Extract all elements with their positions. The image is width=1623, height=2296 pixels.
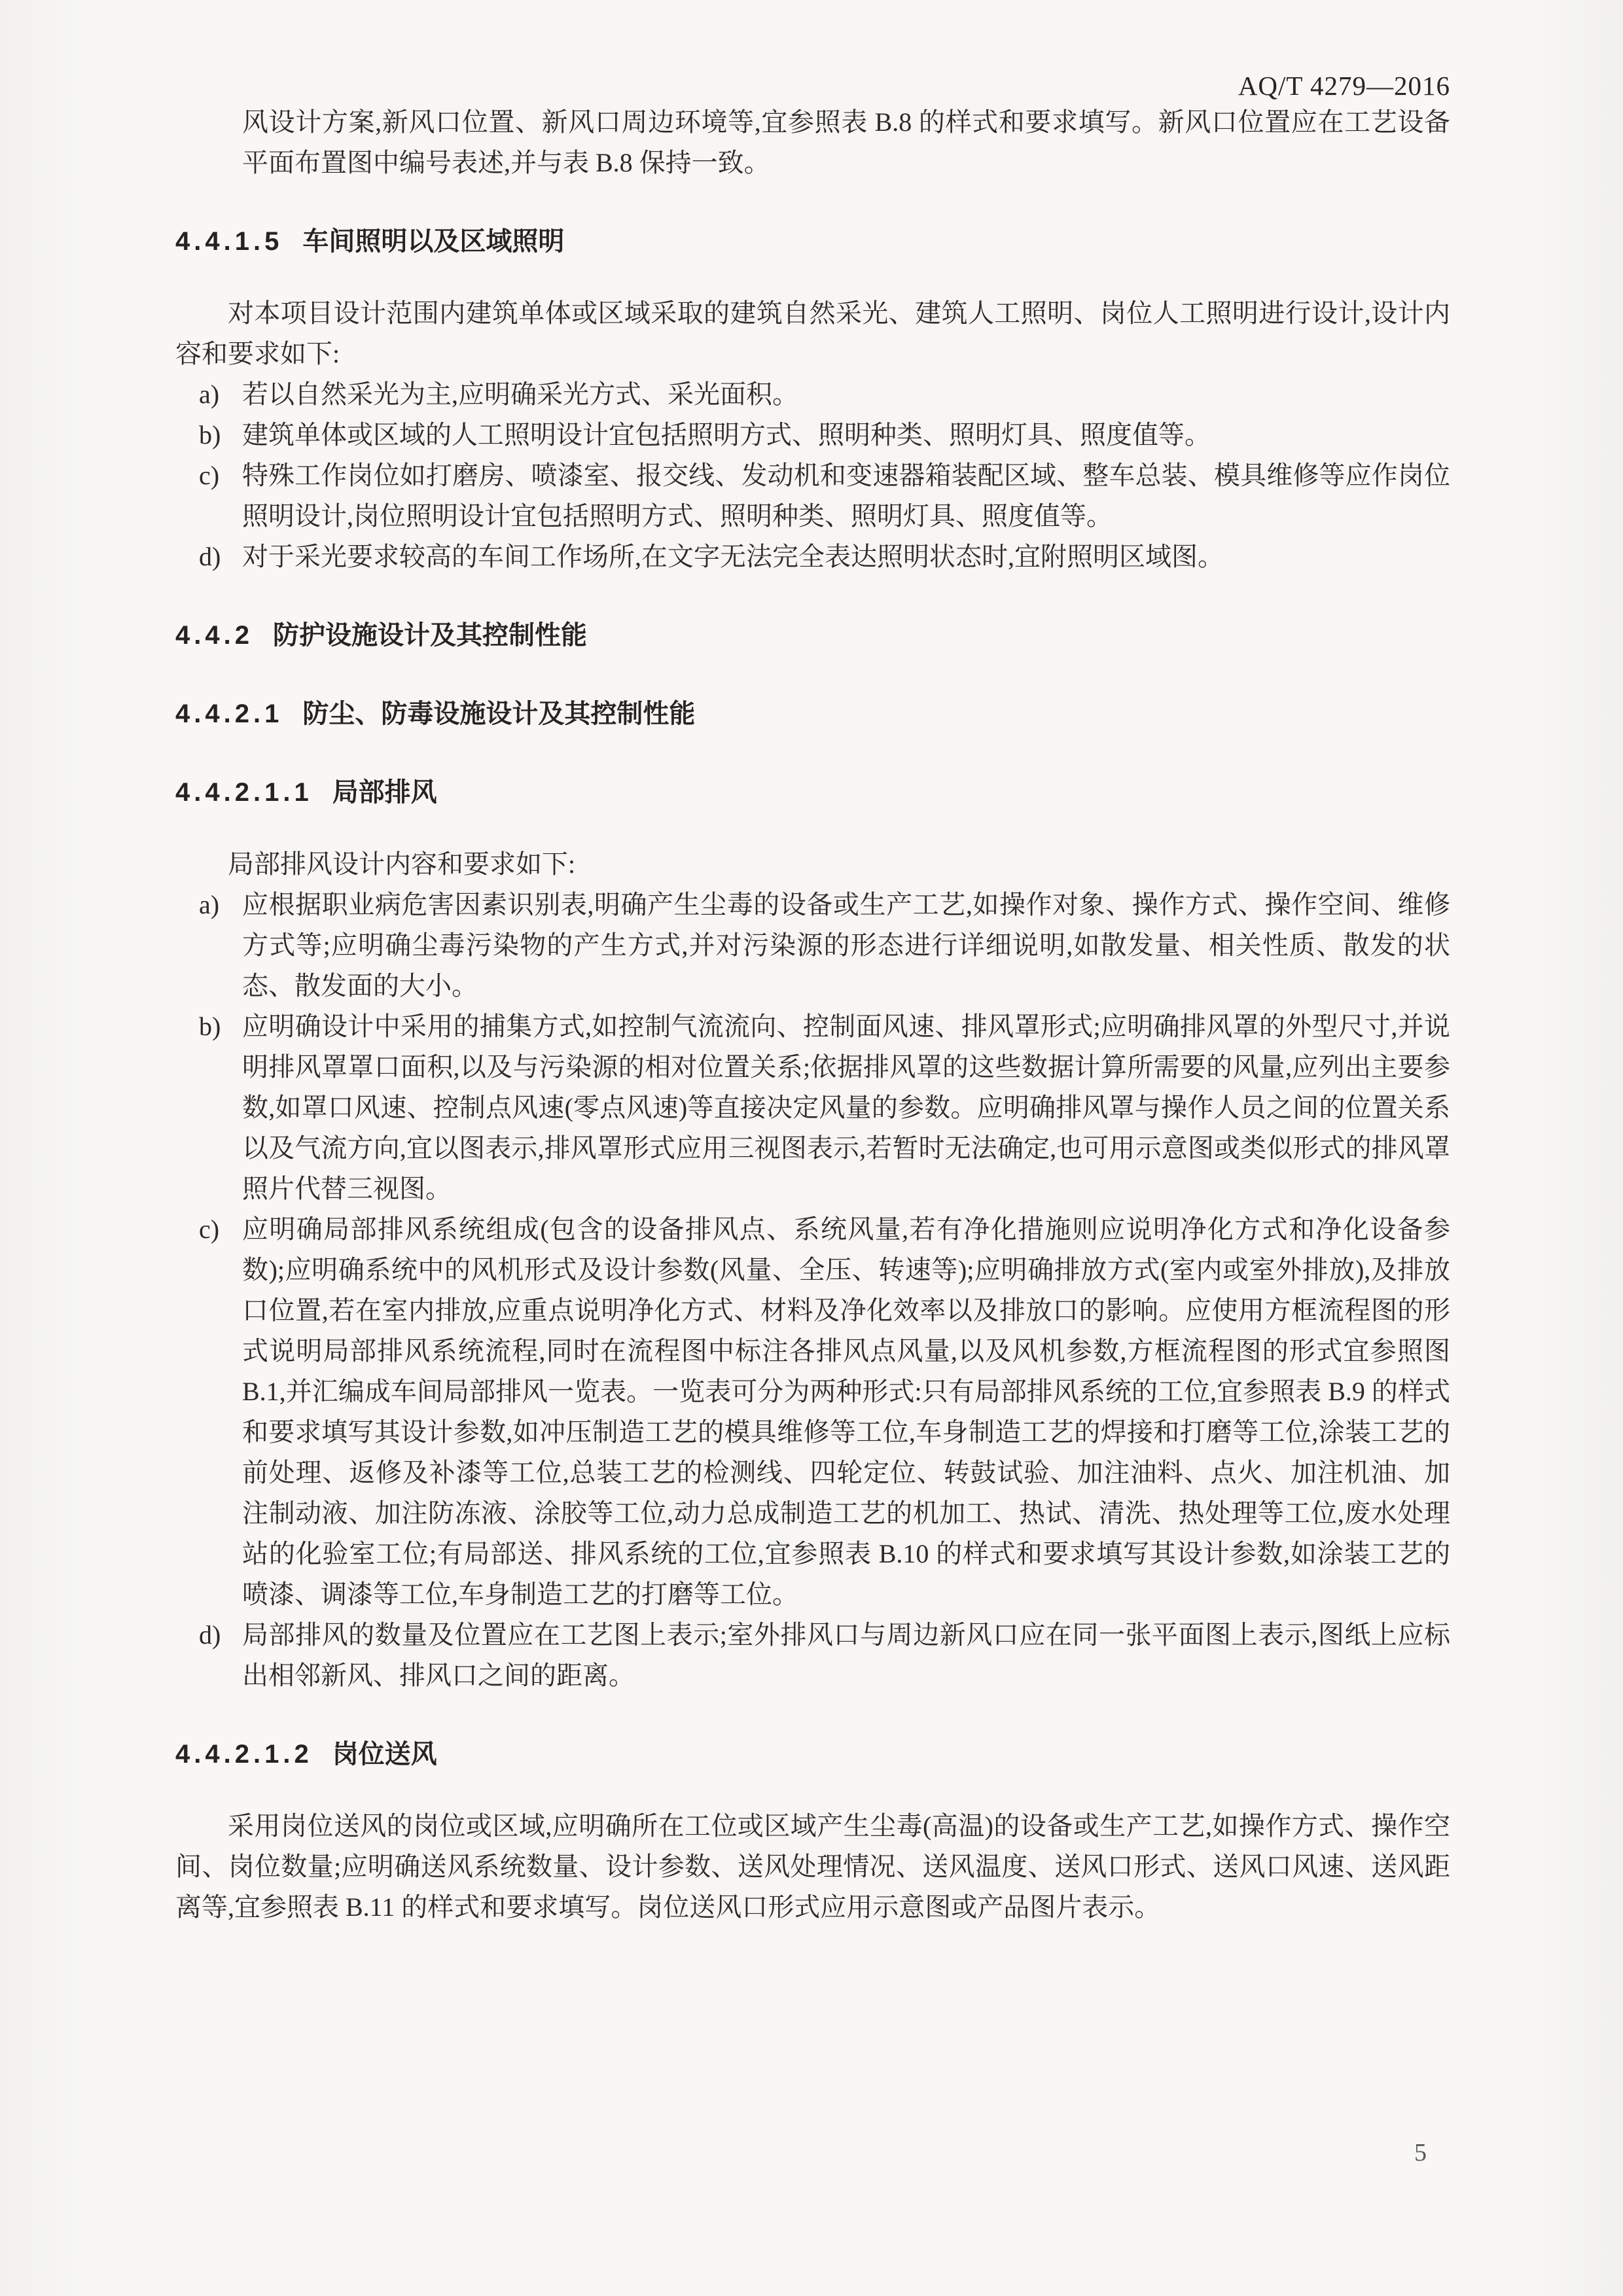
list-item-text: 对于采光要求较高的车间工作场所,在文字无法完全表达照明状态时,宜附照明区域图。 (242, 542, 1224, 571)
list-item (175, 1615, 1450, 1696)
heading-title: 局部排风 (332, 778, 437, 807)
lettered-list-exhaust (175, 885, 1450, 1696)
list-marker: c) (199, 1214, 220, 1244)
list-item-text: 局部排风的数量及位置应在工艺图上表示;室外排风口与周边新风口应在同一张平面图上表示,图纸上应标出相邻新风、排风口之间的距离。 (242, 1620, 1450, 1690)
heading-title: 车间照明以及区域照明 (302, 227, 565, 256)
heading-number: 4.4.2.1.2 (175, 1740, 313, 1769)
continuation-paragraph: 风设计方案,新风口位置、新风口周边环境等,宜参照表 B.8 的样式和要求填写。新风口位置应在工艺设备平面布置图中编号表述,并与表 B.8 保持一致。 (242, 107, 1450, 177)
list-item (175, 415, 1450, 455)
heading-number: 4.4.1.5 (175, 227, 283, 256)
section-heading-4-4-2-1 (175, 694, 1450, 734)
list-item (175, 1006, 1450, 1209)
list-marker: b) (199, 1012, 221, 1041)
heading-number: 4.4.2.1 (175, 699, 283, 728)
list-item-text: 建筑单体或区域的人工照明设计宜包括照明方式、照明种类、照明灯具、照度值等。 (242, 420, 1211, 450)
section-heading-4-4-2 (175, 615, 1450, 656)
heading-number: 4.4.2.1.1 (175, 778, 313, 807)
list-item-text: 特殊工作岗位如打磨房、喷漆室、报交线、发动机和变速器箱装配区域、整车总装、模具维修等应作岗位照明设计,岗位照明设计宜包括照明方式、照明种类、照明灯具、照度值等。 (242, 461, 1450, 531)
heading-title: 防护设施设计及其控制性能 (272, 621, 587, 650)
section-heading-4-4-1-5 (175, 221, 1450, 262)
list-marker: d) (199, 1620, 221, 1650)
section-heading-4-4-2-1-1 (175, 772, 1450, 813)
list-marker: b) (199, 420, 221, 450)
paragraph-exhaust-intro: 局部排风设计内容和要求如下: (228, 849, 576, 879)
page-number: 5 (1414, 2139, 1427, 2166)
list-item (175, 537, 1450, 577)
list-item-text: 应明确设计中采用的捕集方式,如控制气流流向、控制面风速、排风罩形式;应明确排风罩的外型尺寸,并说明排风罩罩口面积,以及与污染源的相对位置关系;依据排风罩的这些数据计算所需要的风量,应列出主要参数,如罩口风速、控制点风速(零点风速)等直接决定风量的参数。应明确排风罩与操作人员之间的位置关系以及气流方向,宜以图表示,排风罩形式应用三视图表示,若暂时无法确定,也可用示意图或类似形式的排风罩照片代替三视图。 (242, 1012, 1450, 1203)
list-marker: d) (199, 542, 221, 571)
paragraph-lighting-intro: 对本项目设计范围内建筑单体或区域采取的建筑自然采光、建筑人工照明、岗位人工照明进行设计,设计内容和要求如下: (175, 298, 1450, 368)
list-item (175, 1209, 1450, 1615)
list-item (175, 374, 1450, 415)
standard-code: AQ/T 4279—2016 (1238, 71, 1450, 101)
page-body (175, 102, 1450, 1928)
list-item-text: 若以自然采光为主,应明确采光方式、采光面积。 (242, 380, 798, 409)
list-item-text: 应明确局部排风系统组成(包含的设备排风点、系统风量,若有净化措施则应说明净化方式和净化设备参数);应明确系统中的风机形式及设计参数(风量、全压、转速等);应明确排放方式(室内或室外排放),及排放口位置,若在室内排放,应重点说明净化方式、材料及净化效率以及排放口的影响。应使用方框流程图的形式说明局部排风系统流程,同时在流程图中标注各排风点风量,以及风机参数,方框流程图的形式宜参照图 B.1,并汇编成车间局部排风一览表。一览表可分为两种形式:只有局部排风系统的工位,宜参照表 B.9 的样式和要求填写其设计参数,如冲压制造工艺的模具维修等工位,车身制造工艺的焊接和打磨等工位,涂装工艺的前处理、返修及补漆等工位,总装工艺的检测线、四轮定位、转鼓试验、加注油料、点火、加注机油、加注制动液、加注防冻液、涂胶等工位,动力总成制造工艺的机加工、热试、清洗、热处理等工位,废水处理站的化验室工位;有局部送、排风系统的工位,宜参照表 B.10 的样式和要求填写其设计参数,如涂装工艺的喷漆、调漆等工位,车身制造工艺的打磨等工位。 (242, 1214, 1450, 1609)
list-marker: c) (199, 461, 220, 490)
list-item (175, 885, 1450, 1006)
list-item (175, 455, 1450, 537)
list-marker: a) (199, 380, 220, 409)
section-heading-4-4-2-1-2 (175, 1734, 1450, 1775)
list-marker: a) (199, 890, 220, 919)
heading-title: 岗位送风 (332, 1740, 437, 1769)
heading-number: 4.4.2 (175, 621, 253, 650)
lettered-list-lighting (175, 374, 1450, 577)
heading-title: 防尘、防毒设施设计及其控制性能 (302, 699, 696, 728)
paragraph-post-ventilation: 采用岗位送风的岗位或区域,应明确所在工位或区域产生尘毒(高温)的设备或生产工艺,如操作方式、操作空间、岗位数量;应明确送风系统数量、设计参数、送风处理情况、送风温度、送风口形式、送风口风速、送风距离等,宜参照表 B.11 的样式和要求填写。岗位送风口形式应用示意图或产品图片表示。 (175, 1811, 1450, 1922)
list-item-text: 应根据职业病危害因素识别表,明确产生尘毒的设备或生产工艺,如操作对象、操作方式、操作空间、维修方式等;应明确尘毒污染物的产生方式,并对污染源的形态进行详细说明,如散发量、相关性质、散发的状态、散发面的大小。 (242, 890, 1450, 1000)
